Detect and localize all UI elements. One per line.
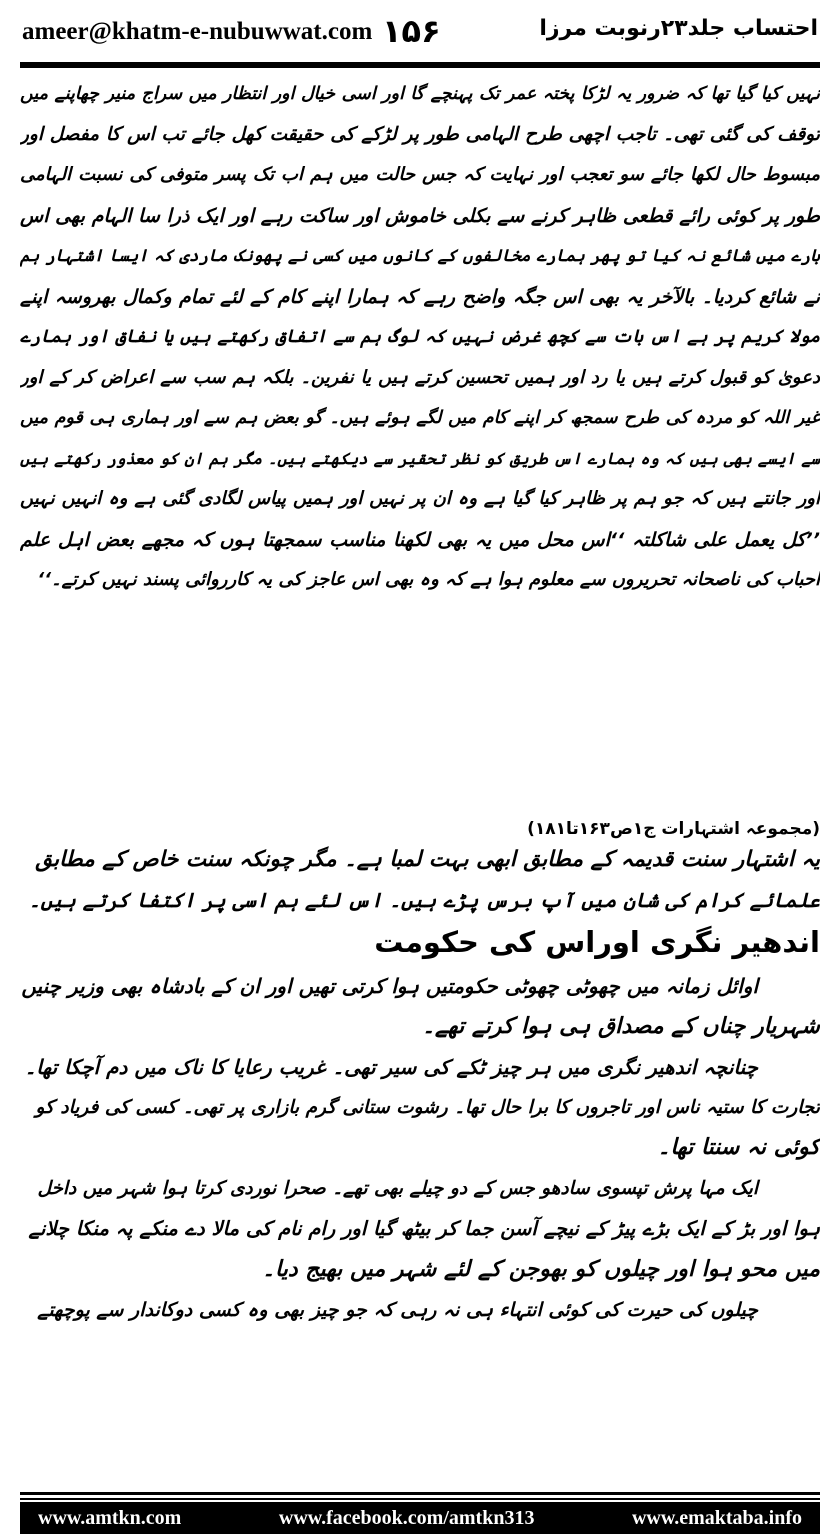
footer-link-facebook[interactable]: www.facebook.com/amtkn313 xyxy=(278,1507,535,1529)
footer-rule xyxy=(20,1492,820,1495)
footer-rule xyxy=(20,1498,820,1500)
text-line: کوئی نہ سنتا تھا۔ xyxy=(657,1135,820,1160)
text-line: احباب کی ناصحانہ تحریروں سے معلوم ہوا ہے کہ وہ بھی اس عاجز کی یہ کارروائی پسند نہیں کرتے۔‘‘ xyxy=(37,569,820,590)
header-title: احتساب جلد۲۳رنوبت مرزا xyxy=(539,16,818,41)
section-heading: اندھیر نگری اوراس کی حکومت xyxy=(374,925,820,959)
story-text xyxy=(20,966,820,1331)
footer-link-amtkn[interactable]: www.amtkn.com xyxy=(38,1507,182,1529)
text-line: غیر اللہ کو مردہ کی طرح سمجھ کر اپنے کام میں لگے ہوئے ہیں۔ گو بعض ہم سے اور ہماری ہی قوم میں xyxy=(20,408,820,428)
text-line: یہ اشتہار سنت قدیمہ کے مطابق ابھی بہت لمبا ہے۔ مگر چونکہ سنت خاص کے مطابق xyxy=(35,847,820,872)
text-line: تجارت کا ستیہ ناس اور تاجروں کا برا حال تھا۔ رشوت ستانی گرم بازاری پر تھی۔ کسی کی فریاد کو xyxy=(35,1096,820,1118)
footer-link-emaktaba[interactable]: www.emaktaba.info xyxy=(631,1507,802,1529)
text-line: نہیں کیا گیا تھا کہ ضرور یہ لڑکا پختہ عمر تک پہنچے گا اور اسی خیال اور انتظار میں سراج منیر چھاپنے میں xyxy=(20,84,820,104)
text-line: ایک مہا پرش تپسوی سادھو جس کے دو چیلے بھی تھے۔ صحرا نوردی کرتا ہوا شہر میں داخل xyxy=(37,1177,758,1199)
header-email: ameer@khatm-e-nubuwwat.com xyxy=(22,18,373,45)
header-rule xyxy=(20,62,820,68)
text-line: چیلوں کی حیرت کی کوئی انتہاء ہی نہ رہی کہ جو چیز بھی وہ کسی دوکاندار سے پوچھتے xyxy=(37,1299,758,1321)
page-number: ۱۵۶ xyxy=(382,12,441,50)
text-line: چنانچہ اندھیر نگری میں ہر چیز ٹکے کی سیر تھی۔ غریب رعایا کا ناک میں دم آچکا تھا۔ xyxy=(24,1055,758,1079)
page-header xyxy=(0,0,840,62)
commentary xyxy=(20,840,820,920)
text-line: میں محو ہوا اور چیلوں کو بھوجن کے لئے شہر میں بھیج دیا۔ xyxy=(262,1256,820,1282)
text-line: ’’کل یعمل علی شاکلتہ ‘‘اس محل میں یہ بھی لکھنا مناسب سمجھتا ہوں کہ مجھے بعض اہل علم xyxy=(20,528,820,551)
text-line: علمائے کرام کی شان میں آپ برس پڑے ہیں۔ اس لئے ہم اسی پر اکتفا کرتے ہیں۔ xyxy=(28,888,820,912)
citation: (مجموعہ اشتہارات ج۱ص۱۶۳تا۱۸۱) xyxy=(527,819,820,839)
footer-rules xyxy=(20,1492,820,1500)
text-line: ہوا اور بڑ کے ایک بڑے پیڑ کے نیچے آسن جما کر بیٹھ گیا اور رام نام کی مالا دے منکے پہ منکا چلانے xyxy=(28,1217,820,1240)
text-line: توقف کی گئی تھی۔ تاجب اچھی طرح الہامی طور پر لڑکے کی حقیقت کھل جائے تب اس کا مفصل اور xyxy=(20,123,820,145)
text-line: اوائل زمانہ میں چھوٹی چھوٹی حکومتیں ہوا کرتی تھیں اور ان کے بادشاہ بھی وزیر چنیں xyxy=(21,974,758,998)
text-line: طور پر کوئی رائے قطعی ظاہر کرنے سے بکلی خاموش اور ساکت رہے اور ایک ذرا سا الہام بھی اس xyxy=(20,204,820,227)
quoted-passage xyxy=(20,74,820,601)
text-line: اور جانتے ہیں کہ جو ہم پر ظاہر کیا گیا ہے وہ ان پر نہیں اور ہمیں پیاس لگادی گئی ہے وہ انہیں نہیں xyxy=(20,488,820,509)
text-line: نے شائع کردیا۔ بالآخر یہ بھی اس جگہ واضح رہے کہ ہمارا اپنے کام کے لئے تمام وکمال بھروسہ اپنے xyxy=(20,285,820,308)
text-line: سے ایسے بھی ہیں کہ وہ ہمارے اس طریق کو نظر تحقیر سے دیکھتے ہیں۔ مگر ہم ان کو معذور رکھتے ہیں xyxy=(20,448,820,468)
text-line: مبسوط حال لکھا جائے سو تعجب اور نہایت کہ جس حالت میں ہم اب تک پسر متوفی کی نسبت الہامی xyxy=(20,164,820,185)
text-line: بارے میں شائع نہ کیا تو پھر ہمارے مخالفوں کے کانوں میں کسی نے پھونک ماردی کہ ایسا اشتہار ہم xyxy=(20,246,820,265)
text-line: مولا کریم پر ہے اس بات سے کچھ غرض نہیں کہ لوگ ہم سے اتفاق رکھتے ہیں یا نفاق اور ہمارے xyxy=(20,327,820,347)
text-line: دعویٰ کو قبول کرتے ہیں یا رد اور ہمیں تحسین کرتے ہیں یا نفرین۔ بلکہ ہم سب سے اعراض کر کے اور xyxy=(20,366,820,388)
footer-bar xyxy=(20,1502,820,1534)
text-line: شہریار چناں کے مصداق ہی ہوا کرتے تھے۔ xyxy=(422,1013,820,1039)
